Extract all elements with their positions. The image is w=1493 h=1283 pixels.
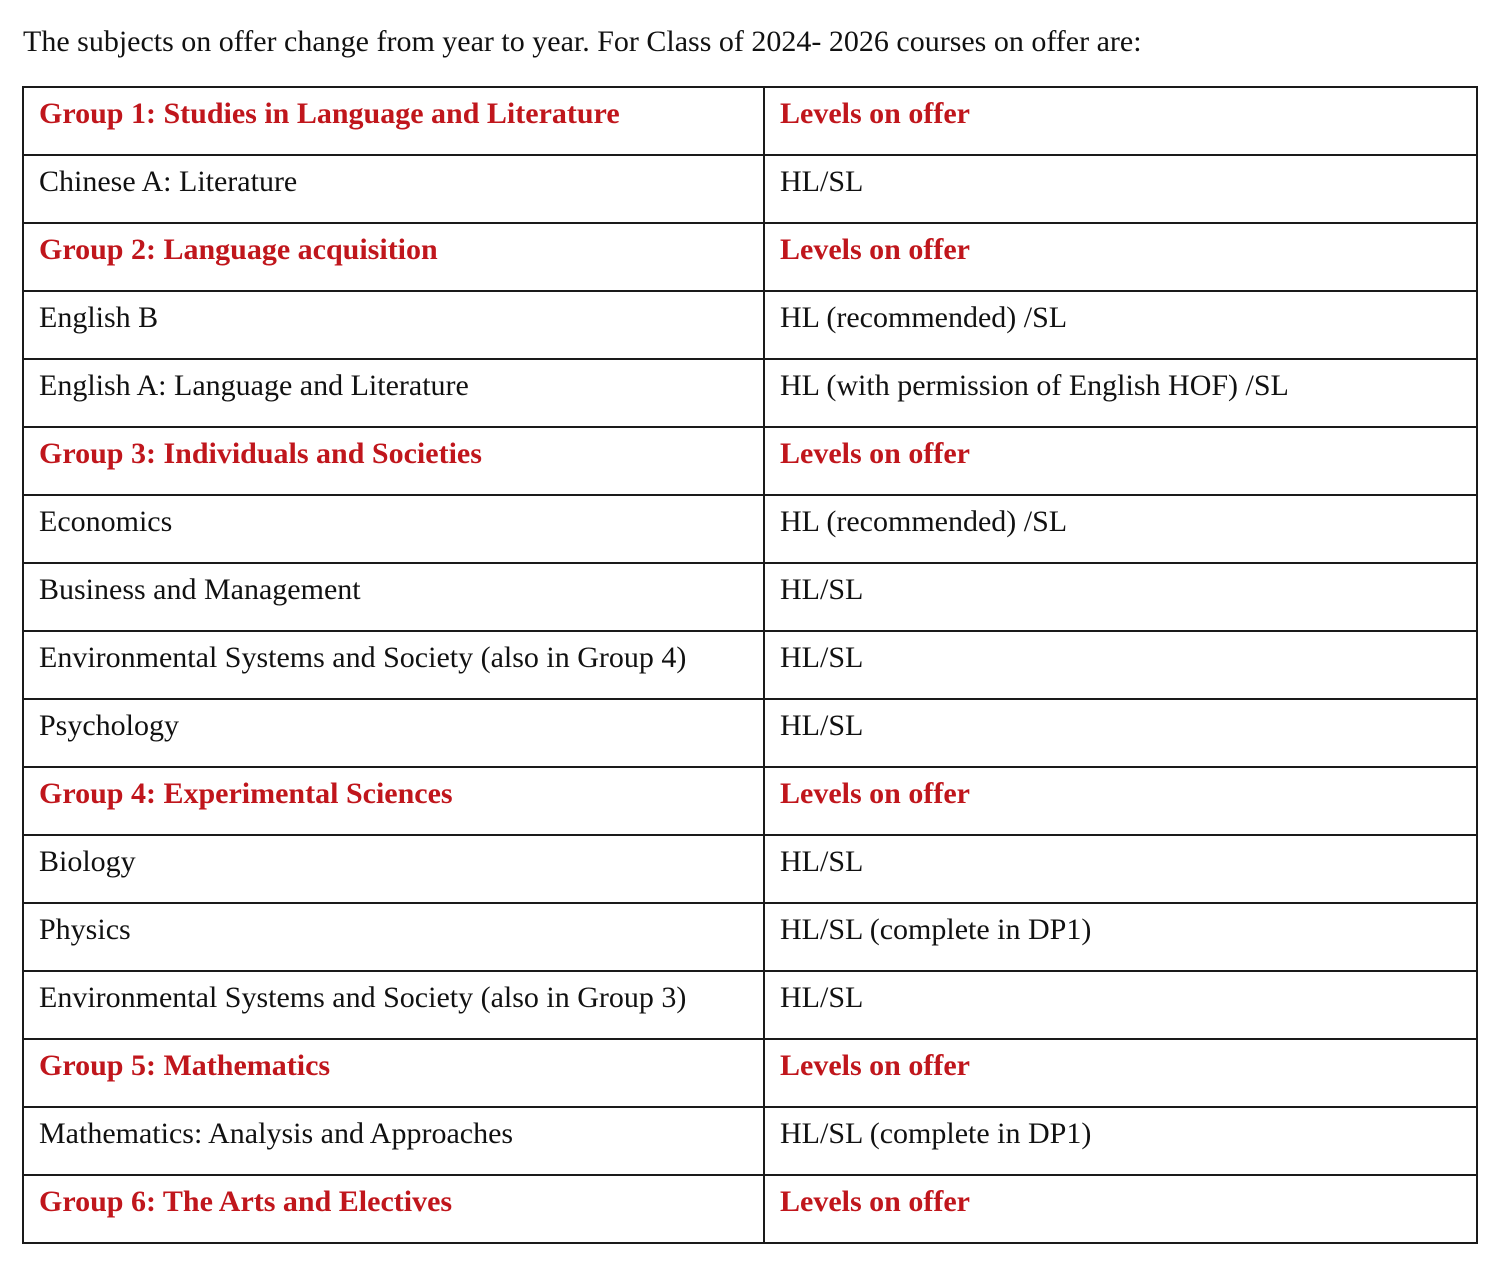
table-row-english-b — [23, 291, 1477, 359]
subject-cell: Business and Management — [23, 563, 764, 631]
subject-cell: English A: Language and Literature — [23, 359, 764, 427]
intro-text: The subjects on offer change from year to year. For Class of 2024- 2026 courses on offer are: — [23, 25, 1142, 58]
group-5-levels-heading: Levels on offer — [764, 1039, 1477, 1107]
subject-cell: Environmental Systems and Society (also in Group 3) — [23, 971, 764, 1039]
table-row-group-3 — [23, 427, 1477, 495]
subject-cell: Economics — [23, 495, 764, 563]
level-cell: HL/SL — [764, 155, 1477, 223]
group-1-levels-heading: Levels on offer — [764, 87, 1477, 155]
subject-cell: Biology — [23, 835, 764, 903]
level-cell: HL/SL (complete in DP1) — [764, 1107, 1477, 1175]
subject-cell: Psychology — [23, 699, 764, 767]
table-row-biology — [23, 835, 1477, 903]
level-cell: HL/SL (complete in DP1) — [764, 903, 1477, 971]
table-row-group-6 — [23, 1175, 1477, 1243]
table-row-economics — [23, 495, 1477, 563]
table-row-business — [23, 563, 1477, 631]
subject-cell: Physics — [23, 903, 764, 971]
group-1-heading: Group 1: Studies in Language and Literature — [23, 87, 764, 155]
group-2-heading: Group 2: Language acquisition — [23, 223, 764, 291]
level-cell: HL (with permission of English HOF) /SL — [764, 359, 1477, 427]
level-cell: HL (recommended) /SL — [764, 495, 1477, 563]
subject-cell: English B — [23, 291, 764, 359]
group-3-levels-heading: Levels on offer — [764, 427, 1477, 495]
group-6-heading: Group 6: The Arts and Electives — [23, 1175, 764, 1243]
table-row-psychology — [23, 699, 1477, 767]
table-row-group-5 — [23, 1039, 1477, 1107]
table-row-group-1 — [23, 87, 1477, 155]
table-row-mathematics-aa — [23, 1107, 1477, 1175]
level-cell: HL/SL — [764, 835, 1477, 903]
courses-table — [22, 86, 1478, 1244]
table-row-chinese-a — [23, 155, 1477, 223]
courses-table-body — [23, 87, 1477, 1243]
table-row-english-a — [23, 359, 1477, 427]
subject-cell: Mathematics: Analysis and Approaches — [23, 1107, 764, 1175]
level-cell: HL/SL — [764, 631, 1477, 699]
table-row-physics — [23, 903, 1477, 971]
level-cell: HL/SL — [764, 563, 1477, 631]
group-4-heading: Group 4: Experimental Sciences — [23, 767, 764, 835]
subject-cell: Chinese A: Literature — [23, 155, 764, 223]
level-cell: HL/SL — [764, 971, 1477, 1039]
group-2-levels-heading: Levels on offer — [764, 223, 1477, 291]
subject-cell: Environmental Systems and Society (also in Group 4) — [23, 631, 764, 699]
group-5-heading: Group 5: Mathematics — [23, 1039, 764, 1107]
group-6-levels-heading: Levels on offer — [764, 1175, 1477, 1243]
group-3-heading: Group 3: Individuals and Societies — [23, 427, 764, 495]
table-row-ess-group-4 — [23, 971, 1477, 1039]
table-row-group-2 — [23, 223, 1477, 291]
level-cell: HL (recommended) /SL — [764, 291, 1477, 359]
group-4-levels-heading: Levels on offer — [764, 767, 1477, 835]
level-cell: HL/SL — [764, 699, 1477, 767]
table-row-ess-group-3 — [23, 631, 1477, 699]
table-row-group-4 — [23, 767, 1477, 835]
